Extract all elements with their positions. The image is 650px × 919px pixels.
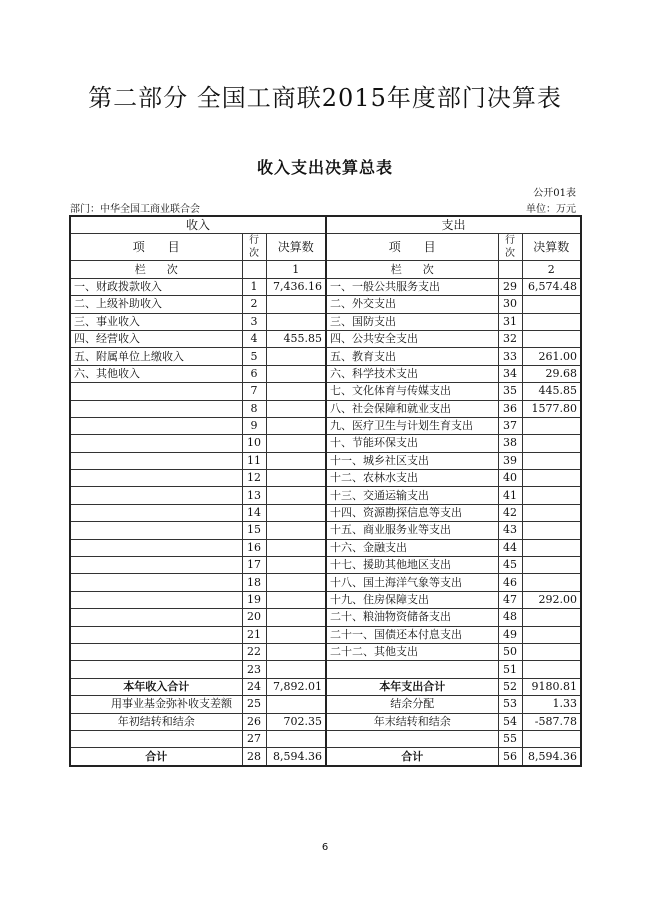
expense-amount: 8,594.36 (522, 748, 581, 766)
income-item: 本年收入合计 (70, 678, 242, 695)
income-amount (266, 504, 326, 521)
expense-item: 七、文化体育与传媒支出 (326, 383, 498, 400)
expense-amount (522, 417, 581, 434)
income-amount (266, 383, 326, 400)
table-row (70, 452, 581, 469)
expense-amount (522, 435, 581, 452)
income-amount (266, 365, 326, 382)
table-row (70, 661, 581, 678)
income-item: 合计 (70, 748, 242, 766)
income-line-number: 22 (242, 643, 266, 660)
grand-total-row (70, 748, 581, 766)
income-amount (266, 557, 326, 574)
expense-line-number: 41 (498, 487, 522, 504)
expense-seq-number: 2 (522, 261, 581, 278)
expense-item-header: 项 目 (326, 234, 498, 261)
income-line-number: 16 (242, 539, 266, 556)
income-line-number: 6 (242, 365, 266, 382)
form-number: 公开01表 (533, 188, 576, 199)
table-row (70, 504, 581, 521)
expense-item: 四、公共安全支出 (326, 330, 498, 347)
income-seq-number: 1 (266, 261, 326, 278)
table-row (70, 330, 581, 347)
expense-amount-header: 决算数 (522, 234, 581, 261)
income-item: 五、附属单位上缴收入 (70, 348, 242, 365)
expense-item: 一、一般公共服务支出 (326, 278, 498, 295)
expense-line-number: 30 (498, 296, 522, 313)
sequence-row (70, 261, 581, 278)
income-amount: 7,892.01 (266, 678, 326, 695)
income-line-number: 7 (242, 383, 266, 400)
unit-label: 单位：万元 (526, 204, 576, 215)
income-item (70, 574, 242, 591)
income-amount: 7,436.16 (266, 278, 326, 295)
expense-amount (522, 330, 581, 347)
income-amount: 8,594.36 (266, 748, 326, 766)
income-line-number: 15 (242, 522, 266, 539)
expense-amount (522, 626, 581, 643)
income-line-number: 1 (242, 278, 266, 295)
expense-item (326, 661, 498, 678)
income-amount (266, 522, 326, 539)
expense-seq-label: 栏 次 (326, 261, 498, 278)
income-header: 收入 (70, 216, 326, 234)
income-item (70, 626, 242, 643)
income-item (70, 400, 242, 417)
expense-line-number: 44 (498, 539, 522, 556)
expense-line-number: 36 (498, 400, 522, 417)
expense-line-number: 34 (498, 365, 522, 382)
income-expense-table (69, 215, 582, 767)
expense-amount: 261.00 (522, 348, 581, 365)
income-item (70, 417, 242, 434)
column-header-row (70, 234, 581, 261)
expense-header: 支出 (326, 216, 581, 234)
expense-line-number: 51 (498, 661, 522, 678)
year-total-row (70, 678, 581, 695)
expense-item: 六、科学技术支出 (326, 365, 498, 382)
expense-amount (522, 296, 581, 313)
income-item (70, 557, 242, 574)
expense-line-number: 40 (498, 470, 522, 487)
expense-amount (522, 487, 581, 504)
expense-item: 三、国防支出 (326, 313, 498, 330)
income-line-number: 21 (242, 626, 266, 643)
expense-item: 八、社会保障和就业支出 (326, 400, 498, 417)
expense-item: 十七、援助其他地区支出 (326, 557, 498, 574)
income-item (70, 435, 242, 452)
income-line-number: 8 (242, 400, 266, 417)
income-line-number: 24 (242, 678, 266, 695)
expense-item: 五、教育支出 (326, 348, 498, 365)
income-item: 六、其他收入 (70, 365, 242, 382)
expense-item: 二十一、国债还本付息支出 (326, 626, 498, 643)
expense-amount (522, 574, 581, 591)
expense-item: 十五、商业服务业等支出 (326, 522, 498, 539)
income-amount (266, 296, 326, 313)
income-amount (266, 487, 326, 504)
income-line-number: 17 (242, 557, 266, 574)
expense-amount (522, 609, 581, 626)
expense-item: 十一、城乡社区支出 (326, 452, 498, 469)
expense-item: 十六、金融支出 (326, 539, 498, 556)
income-amount (266, 609, 326, 626)
expense-amount (522, 557, 581, 574)
carry-over-row (70, 713, 581, 730)
income-amount-header: 决算数 (266, 234, 326, 261)
income-line-number: 11 (242, 452, 266, 469)
income-amount (266, 452, 326, 469)
expense-amount (522, 643, 581, 660)
income-amount (266, 696, 326, 713)
income-line-number: 12 (242, 470, 266, 487)
expense-line-number: 31 (498, 313, 522, 330)
expense-line-number: 56 (498, 748, 522, 766)
income-line-number: 28 (242, 748, 266, 766)
income-amount: 702.35 (266, 713, 326, 730)
income-line-number: 20 (242, 609, 266, 626)
income-amount (266, 591, 326, 608)
expense-line-number: 39 (498, 452, 522, 469)
expense-amount (522, 470, 581, 487)
table-row (70, 626, 581, 643)
expense-item: 十、节能环保支出 (326, 435, 498, 452)
table-row (70, 400, 581, 417)
expense-line-number: 53 (498, 696, 522, 713)
expense-amount: 445.85 (522, 383, 581, 400)
expense-line-number: 35 (498, 383, 522, 400)
income-amount (266, 643, 326, 660)
expense-item: 合计 (326, 748, 498, 766)
fund-row (70, 696, 581, 713)
blank-row (70, 730, 581, 747)
table-row (70, 609, 581, 626)
income-line-number: 23 (242, 661, 266, 678)
expense-item: 十八、国土海洋气象等支出 (326, 574, 498, 591)
income-line-number: 2 (242, 296, 266, 313)
expense-item: 二十二、其他支出 (326, 643, 498, 660)
income-seq-label: 栏 次 (70, 261, 242, 278)
income-line-number: 14 (242, 504, 266, 521)
income-line-number: 9 (242, 417, 266, 434)
income-amount (266, 417, 326, 434)
expense-line-number: 55 (498, 730, 522, 747)
expense-amount: 6,574.48 (522, 278, 581, 295)
expense-item: 十四、资源勘探信息等支出 (326, 504, 498, 521)
expense-line-number: 54 (498, 713, 522, 730)
expense-amount: 29.68 (522, 365, 581, 382)
expense-item: 十九、住房保障支出 (326, 591, 498, 608)
income-item (70, 643, 242, 660)
expense-line-number: 50 (498, 643, 522, 660)
income-item-header: 项 目 (70, 234, 242, 261)
income-item (70, 539, 242, 556)
income-line-number: 5 (242, 348, 266, 365)
expense-amount (522, 313, 581, 330)
income-line-number: 3 (242, 313, 266, 330)
income-line-number: 27 (242, 730, 266, 747)
income-item (70, 609, 242, 626)
income-amount (266, 400, 326, 417)
table-row (70, 470, 581, 487)
department-label: 部门：中华全国工商业联合会 (70, 204, 200, 215)
income-item (70, 383, 242, 400)
expense-seq-line (498, 261, 522, 278)
income-seq-line (242, 261, 266, 278)
expense-amount: 9180.81 (522, 678, 581, 695)
table-row (70, 643, 581, 660)
expense-amount (522, 539, 581, 556)
expense-amount: 292.00 (522, 591, 581, 608)
income-item: 年初结转和结余 (70, 713, 242, 730)
table-row (70, 591, 581, 608)
income-item (70, 591, 242, 608)
income-line-header: 行次 (242, 234, 266, 261)
expense-item (326, 730, 498, 747)
expense-amount (522, 522, 581, 539)
expense-amount (522, 452, 581, 469)
income-amount (266, 730, 326, 747)
expense-line-number: 45 (498, 557, 522, 574)
income-line-number: 19 (242, 591, 266, 608)
expense-item: 二十、粮油物资储备支出 (326, 609, 498, 626)
expense-line-number: 29 (498, 278, 522, 295)
expense-amount: 1.33 (522, 696, 581, 713)
expense-line-number: 46 (498, 574, 522, 591)
income-amount (266, 348, 326, 365)
income-amount: 455.85 (266, 330, 326, 347)
income-amount (266, 626, 326, 643)
expense-amount (522, 504, 581, 521)
table-row (70, 313, 581, 330)
expense-line-number: 33 (498, 348, 522, 365)
expense-item: 结余分配 (326, 696, 498, 713)
table-row (70, 296, 581, 313)
expense-item: 十二、农林水支出 (326, 470, 498, 487)
income-item (70, 504, 242, 521)
expense-amount: 1577.80 (522, 400, 581, 417)
income-amount (266, 313, 326, 330)
income-item (70, 452, 242, 469)
income-line-number: 13 (242, 487, 266, 504)
income-item (70, 470, 242, 487)
table-row (70, 435, 581, 452)
income-item: 四、经营收入 (70, 330, 242, 347)
expense-amount (522, 661, 581, 678)
expense-item: 本年支出合计 (326, 678, 498, 695)
table-row (70, 383, 581, 400)
expense-line-number: 37 (498, 417, 522, 434)
income-item (70, 661, 242, 678)
expense-line-number: 38 (498, 435, 522, 452)
expense-line-number: 48 (498, 609, 522, 626)
income-amount (266, 539, 326, 556)
income-item (70, 730, 242, 747)
table-row (70, 557, 581, 574)
expense-line-number: 47 (498, 591, 522, 608)
income-line-number: 26 (242, 713, 266, 730)
page-number: 6 (321, 842, 329, 853)
income-amount (266, 574, 326, 591)
table-row (70, 417, 581, 434)
expense-line-header: 行次 (498, 234, 522, 261)
expense-item: 二、外交支出 (326, 296, 498, 313)
expense-line-number: 42 (498, 504, 522, 521)
expense-item: 十三、交通运输支出 (326, 487, 498, 504)
table-row (70, 348, 581, 365)
expense-item: 年末结转和结余 (326, 713, 498, 730)
table-title: 收入支出决算总表 (256, 158, 393, 177)
expense-amount: -587.78 (522, 713, 581, 730)
expense-line-number: 49 (498, 626, 522, 643)
income-line-number: 10 (242, 435, 266, 452)
table-row (70, 574, 581, 591)
income-line-number: 25 (242, 696, 266, 713)
income-amount (266, 435, 326, 452)
income-item: 二、上级补助收入 (70, 296, 242, 313)
table-row (70, 522, 581, 539)
expense-amount (522, 730, 581, 747)
income-amount (266, 661, 326, 678)
table-row (70, 365, 581, 382)
income-line-number: 18 (242, 574, 266, 591)
page-title: 第二部分 全国工商联2015年度部门决算表 (88, 84, 562, 112)
income-item (70, 522, 242, 539)
income-item: 三、事业收入 (70, 313, 242, 330)
income-item: 用事业基金弥补收支差额 (70, 696, 242, 713)
table-row (70, 278, 581, 295)
income-item: 一、财政拨款收入 (70, 278, 242, 295)
expense-line-number: 32 (498, 330, 522, 347)
table-row (70, 539, 581, 556)
expense-line-number: 52 (498, 678, 522, 695)
expense-line-number: 43 (498, 522, 522, 539)
section-header-row (70, 216, 581, 234)
expense-item: 九、医疗卫生与计划生育支出 (326, 417, 498, 434)
income-amount (266, 470, 326, 487)
income-item (70, 487, 242, 504)
table-row (70, 487, 581, 504)
income-line-number: 4 (242, 330, 266, 347)
